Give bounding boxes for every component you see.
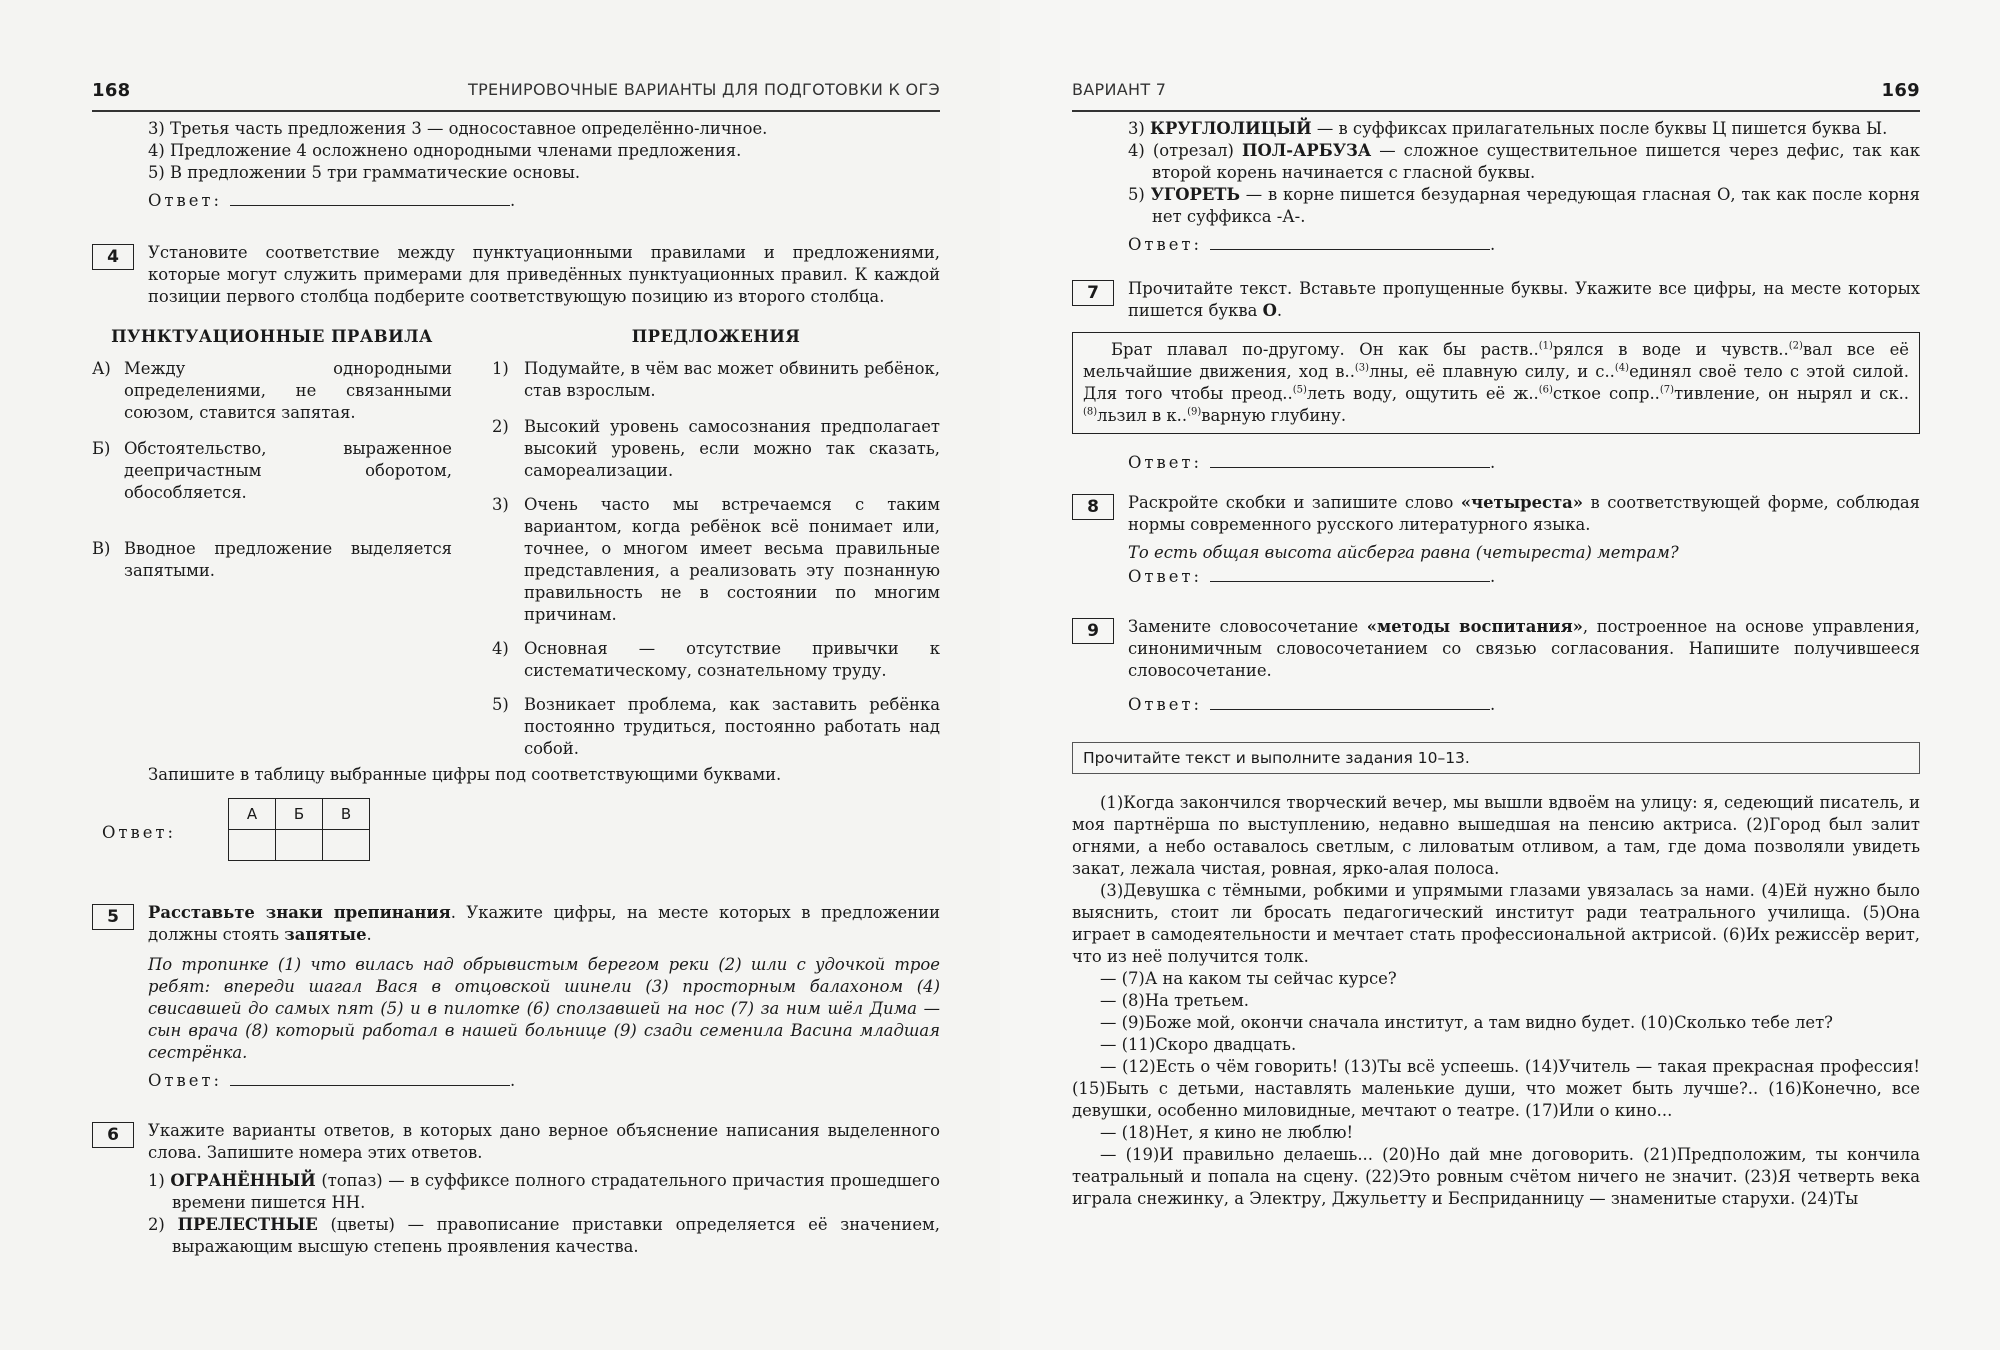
answer-label: Ответ: (102, 823, 177, 842)
task-9 (1072, 616, 1920, 682)
answer-blank[interactable] (230, 1071, 510, 1086)
left-column (92, 118, 940, 1258)
answer-options-list (148, 118, 940, 184)
rules-column (92, 326, 452, 594)
task-text: Раскройте скобки и запишите слово «четыреста» в соответствующей форме, соблюдая нормы современного русского литературного языка. (1128, 493, 1920, 534)
passage-paragraph: — (8)На третьем. (1100, 991, 1250, 1010)
right-column (1072, 118, 1920, 1210)
task-4 (92, 242, 940, 308)
running-title: ВАРИАНТ 7 (1072, 80, 1167, 99)
column-header: ПРЕДЛОЖЕНИЯ (631, 327, 801, 346)
answer-table-row (92, 798, 940, 876)
task-text: Укажите варианты ответов, в которых дано верное объяснение написания выделенного слова. Запишите номера этих ответов. (148, 1121, 940, 1162)
matching-columns (92, 326, 940, 764)
left-page-header (92, 80, 940, 112)
task-text: Прочитайте текст. Вставьте пропущенные буквы. Укажите все цифры, на месте которых пишется буква О. (1128, 279, 1920, 320)
answer-line[interactable]: Ответ: . (1128, 695, 1499, 714)
task-7-passage: Брат плавал по-другому. Он как бы раств..$^{(1)}$рялся в воде и чувств..$^{(2)}$вал все её мельчайшие движения, ход в..$^{(3)}$лны, её плавную силу, и с..$^{(4)}$единял своё тело с этой силой. Для того чтобы преод..$^{(5)}$леть воду, ощутить её ж..$^{(6)}$сткое сопр..$^{(7)}$тивление, он нырял и ск..$^{(8)}$льзил в к..$^{(9)}$варную глубину. (1083, 340, 1909, 425)
page-number: 168 (92, 80, 131, 101)
task-number-box: 4 (92, 244, 134, 270)
passage-paragraph: (3)Девушка с тёмными, робкими и упрямыми глазами увязалась за нами. (4)Ей нужно было выяснить, стоит ли бросать педагогический институт ради театрального училища. (5)Она играет в самодеятельности и мечтает стать профессиональной актрисой. (6)Их режиссёр верит, что из неё получится толк. (1072, 881, 1920, 966)
option-item: 5) УГОРЕТЬ — в корне пишется безударная чередующая гласная О, так как после корня нет суффикса -А-. (1128, 185, 1920, 226)
passage-paragraph: — (9)Боже мой, окончи сначала институт, а там видно будет. (10)Сколько тебе лет? (1100, 1013, 1833, 1032)
passage-paragraph: — (7)А на каком ты сейчас курсе? (1100, 969, 1397, 988)
passage-paragraph: — (19)И правильно делаешь... (20)Но дай мне договорить. (21)Предположим, ты кончила театральный и попала на сцену. (22)Это ровным счётом ничего не значит. (23)Я четверть века играла снежинку, а Электру, Джульетту и Бесприданницу — знаменитые старухи. (24)Ты (1072, 1145, 1920, 1208)
answer-label: Ответ: (148, 1071, 223, 1090)
sentence-item: 4) Основная — отсутствие привычки к систематическому, сознательному труду. (492, 639, 940, 680)
table-instruction: Запишите в таблицу выбранные цифры под соответствующими буквами. (148, 765, 782, 784)
option-item: 3) Третья часть предложения 3 — односоставное определённо-личное. (148, 119, 768, 138)
answer-cell-b[interactable] (276, 830, 323, 861)
table-header-b: Б (276, 799, 323, 830)
answer-blank[interactable] (1210, 453, 1490, 468)
answer-label: Ответ: (148, 191, 223, 210)
task-sentence: То есть общая высота айсберга равна (четыреста) метрам? (1128, 543, 1679, 562)
column-header: ПУНКТУАЦИОННЫЕ ПРАВИЛА (111, 327, 433, 346)
option-item: 3) КРУГЛОЛИЦЫЙ — в суффиксах прилагательных после буквы Ц пишется буква Ы. (1128, 119, 1888, 138)
passage-paragraph: — (11)Скоро двадцать. (1100, 1035, 1297, 1054)
answer-label: Ответ: (1128, 235, 1203, 254)
task-8 (1072, 492, 1920, 564)
task-7-text-box (1072, 332, 1920, 434)
task-number-box: 5 (92, 904, 134, 930)
reading-instruction-box: Прочитайте текст и выполните задания 10–13. (1072, 742, 1920, 774)
answer-blank[interactable] (1210, 235, 1490, 250)
task-6 (92, 1120, 940, 1258)
passage-paragraph: — (18)Нет, я кино не люблю! (1100, 1123, 1354, 1142)
task-text: Расставьте знаки препинания. Укажите цифры, на месте которых в предложении должны стоять запятые. (148, 903, 940, 944)
answer-label: Ответ: (1128, 567, 1203, 586)
passage-paragraph: — (12)Есть о чём говорить! (13)Ты всё успеешь. (14)Учитель — такая прекрасная профессия! (15)Быть с детьми, наставлять маленькие души, что может быть лучше?.. (16)Конечно, все девушки, особенно миловидные, мечтают о театре. (17)Или о кино... (1072, 1057, 1920, 1120)
answer-blank[interactable] (1210, 567, 1490, 582)
answer-cell-a[interactable] (229, 830, 276, 861)
reading-passage (1072, 792, 1920, 1210)
option-item: 4) (отрезал) ПОЛ-АРБУЗА — сложное существительное пишется через дефис, так как второй корень начинается с гласной буквы. (1128, 141, 1920, 182)
answer-blank[interactable] (1210, 695, 1490, 710)
task-number-box: 9 (1072, 618, 1114, 644)
sentence-item: 3) Очень часто мы встречаемся с таким вариантом, когда ребёнок всё понимает или, точнее, о многом имеет весьма правильные представления, а реализовать эту познанную правильность не в состоянии по многим причинам. (492, 495, 940, 624)
option-item: 4) Предложение 4 осложнено однородными членами предложения. (148, 141, 742, 160)
answer-label: Ответ: (1128, 695, 1203, 714)
option-item: 1) ОГРАНЁННЫЙ (топаз) — в суффиксе полного страдательного причастия прошедшего времени пишется НН. (148, 1171, 940, 1212)
table-header-a: А (229, 799, 276, 830)
sentences-column (492, 326, 940, 772)
sentence-item: 2) Высокий уровень самосознания предполагает высокий уровень, если можно так сказать, самореализации. (492, 417, 940, 480)
answer-cell-v[interactable] (323, 830, 370, 861)
task-number-box: 7 (1072, 280, 1114, 306)
right-page (1000, 0, 2000, 1350)
task-7 (1072, 278, 1920, 322)
task-6-options (148, 1170, 940, 1258)
rule-item: В) Вводное предложение выделяется запятыми. (92, 539, 452, 580)
table-header-v: В (323, 799, 370, 830)
option-item: 2) ПРЕЛЕСТНЫЕ (цветы) — правописание приставки определяется её значением, выражающим высшую степень проявления качества. (148, 1215, 940, 1256)
answer-table (228, 798, 370, 861)
task-sentence: По тропинке (1) что вилась над обрывистым берегом реки (2) шли с удочкой трое ребят: впереди шагал Вася в отцовской шинели (3) просторным балахоном (4) свисавшей до самых пят (5) и в пилотке (6) сползавшей на нос (7) за ним шёл Дима — сын врача (8) который работал в нашей больнице (9) сзади семенила Васина младшая сестрёнка. (148, 955, 940, 1062)
task-number-box: 8 (1072, 494, 1114, 520)
answer-options-list (1128, 118, 1920, 228)
rule-item: А) Между однородными определениями, не связанными союзом, ставится запятая. (92, 359, 452, 422)
answer-line[interactable]: Ответ: . (1128, 235, 1499, 254)
right-page-header (1072, 80, 1920, 112)
task-text: Замените словосочетание «методы воспитания», построенное на основе управления, синонимичным словосочетанием со связью согласования. Напишите получившееся словосочетание. (1128, 617, 1920, 680)
sentence-item: 5) Возникает проблема, как заставить ребёнка постоянно трудиться, постоянно работать над собой. (492, 695, 940, 758)
answer-line[interactable]: Ответ: . (1128, 453, 1499, 472)
task-number-box: 6 (92, 1122, 134, 1148)
answer-line[interactable]: Ответ: . (148, 1071, 519, 1090)
answer-line[interactable]: Ответ: . (1128, 567, 1499, 586)
task-text: Установите соответствие между пунктуационными правилами и предложениями, которые могут служить примерами для приведённых пунктуационных правил. К каждой позиции первого столбца подберите соответствующую позицию из второго столбца. (148, 243, 940, 306)
answer-blank[interactable] (230, 191, 510, 206)
answer-line[interactable]: Ответ: . (148, 191, 519, 210)
running-title: ТРЕНИРОВОЧНЫЕ ВАРИАНТЫ ДЛЯ ПОДГОТОВКИ К ОГЭ (468, 80, 940, 99)
rule-item: Б) Обстоятельство, выраженное деепричастным оборотом, обособляется. (92, 439, 452, 502)
task-5 (92, 902, 940, 1064)
option-item: 5) В предложении 5 три грамматические основы. (148, 163, 581, 182)
sentence-item: 1) Подумайте, в чём вас может обвинить ребёнок, став взрослым. (492, 359, 940, 400)
page-number: 169 (1881, 80, 1920, 101)
answer-label: Ответ: (1128, 453, 1203, 472)
passage-paragraph: (1)Когда закончился творческий вечер, мы вышли вдвоём на улицу: я, седеющий писатель, и моя партнёрша по выступлению, недавно вышедшая на пенсию актриса. (2)Город был залит огнями, а небо оставалось светлым, с лиловатым отливом, а там, где дома позволяли увидеть закат, лежала чистая, ровная, ярко-алая полоса. (1072, 793, 1920, 878)
